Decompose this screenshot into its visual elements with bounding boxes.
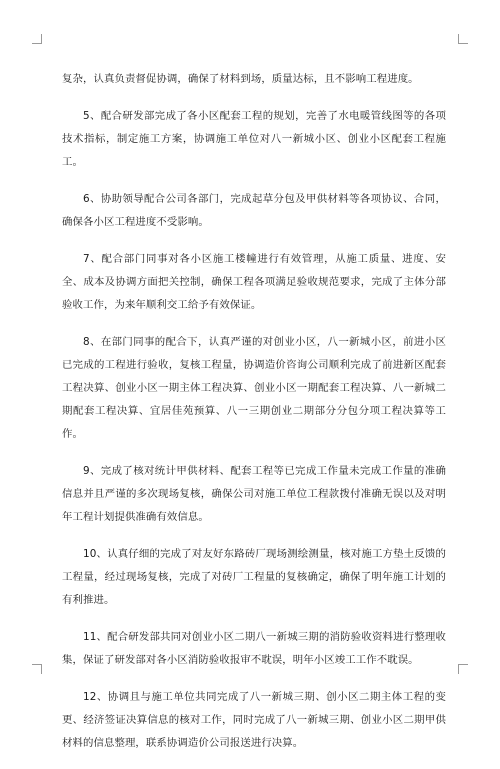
paragraph-item-8: 8、在部门同事的配合下，认真严谨的对创业小区，八一新城小区，前进小区已完成的工程进行验收，复核工程量，协调造价咨询公司顺利完成了前进新区配套工程决算、创业小区一期主体工程决算、创业小区一期配套工程决算、八一新城二期配套工程决算、宜居佳苑预算、八一三期创业二期部分分包分项工程决算等工作。	[62, 336, 446, 440]
paragraph-item-10: 10、认真仔细的完成了对友好东路砖厂现场测绘测量，核对施工方垫土反馈的工程量，经过现场复核，完成了对砖厂工程量的复核确定，确保了明年施工计划的有利推进。	[62, 548, 446, 606]
paragraph-continued: 复杂，认真负责督促协调，确保了材料到场，质量达标，且不影响工程进度。	[62, 73, 419, 85]
paragraph-item-7: 7、配合部门同事对各小区施工楼幢进行有效管理，从施工质量、进度、安全、成本及协调方面把关控制，确保工程各项满足验收规范要求，完成了主体分部验收工作，为来年顺利交工给予有效保证。	[62, 253, 446, 311]
document-body	[62, 68, 446, 769]
crop-mark-bottom-left	[32, 664, 42, 674]
paragraph-item-5: 5、配合研发部完成了各小区配套工程的规划，完善了水电暖管线图等的各项技术指标，制定施工方案，协调施工单位对八一新城小区、创业小区配套工程施工。	[62, 110, 446, 168]
crop-mark-top-right	[458, 34, 468, 44]
crop-mark-bottom-right	[458, 664, 468, 674]
paragraph-item-9: 9、完成了核对统计甲供材料、配套工程等已完成工作量未完成工作量的准确信息并且严谨的多次现场复核，确保公司对施工单位工程款拨付准确无误以及对明年工程计划提供准确有效信息。	[62, 465, 446, 523]
paragraph-item-6: 6、协助领导配合公司各部门，完成起草分包及甲供材料等各项协议、合同，确保各小区工程进度不受影响。	[62, 193, 446, 228]
paragraph-item-12: 12、协调且与施工单位共同完成了八一新城三期、创小区二期主体工程的变更、经济签证决算信息的核对工作，同时完成了八一新城三期、创业小区二期甲供材料的信息整理，联系协调造价公司报送进行决算。	[62, 691, 446, 749]
crop-mark-top-left	[32, 34, 42, 44]
paragraph-item-11: 11、配合研发部共同对创业小区二期八一新城三期的消防验收资料进行整理收集，保证了研发部对各小区消防验收报审不耽误，明年小区竣工工作不耽误。	[62, 631, 446, 666]
